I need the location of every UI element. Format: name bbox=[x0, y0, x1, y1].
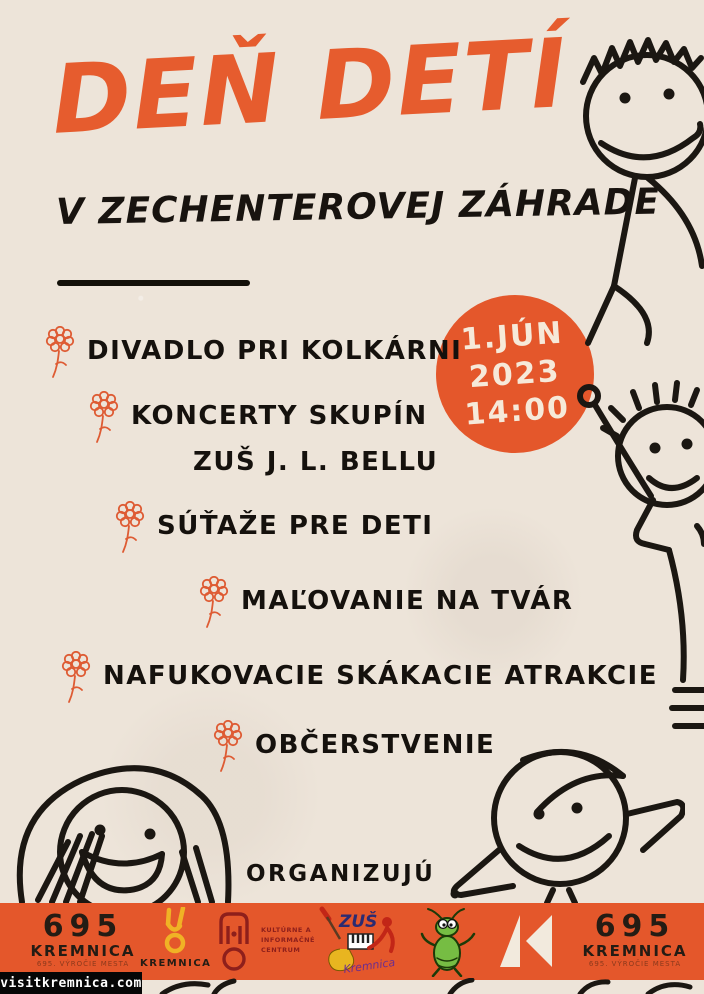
kremnica-695-subtitle: 695. VÝROČIE MESTA bbox=[36, 960, 130, 968]
kremnica-695-subtitle: 695. VÝROČIE MESTA bbox=[588, 960, 682, 968]
mio-text-line3: CENTRUM bbox=[261, 945, 301, 954]
svg-text:ZUŠ: ZUŠ bbox=[339, 912, 378, 932]
event-item bbox=[42, 336, 462, 380]
page-subtitle: V ZECHENTEROVEJ ZÁHRADE bbox=[55, 181, 661, 234]
flower-icon bbox=[112, 501, 148, 555]
organizers-bar bbox=[0, 903, 704, 980]
svg-text:Kremnica: Kremnica bbox=[342, 955, 396, 976]
flower-icon bbox=[42, 326, 78, 380]
event-label: ZUŠ J. L. BELLU bbox=[193, 447, 439, 477]
event-item bbox=[196, 586, 573, 630]
event-label: OBČERSTVENIE bbox=[255, 730, 496, 760]
event-item bbox=[112, 511, 433, 555]
page-title: DEŇ DETÍ bbox=[49, 18, 571, 156]
kremnica-695-name: KREMNICA bbox=[582, 942, 688, 960]
kremnica-yellow-glyph-icon bbox=[153, 907, 199, 957]
grasshopper-mascot-icon bbox=[420, 907, 476, 977]
bottom-doodle-strokes bbox=[150, 978, 704, 994]
kremnica-yellow-logo bbox=[140, 907, 211, 969]
flower-icon bbox=[86, 391, 122, 445]
mio-logo bbox=[213, 910, 315, 972]
event-item bbox=[86, 401, 428, 445]
kremnica-695-logo-left bbox=[28, 909, 138, 968]
mio-text-line1: KULTÚRNE A bbox=[261, 926, 312, 935]
flower-icon bbox=[196, 576, 232, 630]
kremnica-695-number: 695 bbox=[594, 909, 676, 944]
flower-icon bbox=[58, 651, 94, 705]
kremnica-695-logo-right bbox=[580, 909, 690, 968]
mio-text-line2: INFORMAČNÉ bbox=[261, 936, 315, 945]
date-year: 2023 bbox=[468, 353, 562, 395]
website-label: visitkremnica.com bbox=[0, 972, 142, 994]
flower-icon bbox=[210, 720, 246, 774]
zus-logo-icon bbox=[312, 905, 404, 979]
event-item bbox=[210, 730, 495, 774]
organizers-heading: ORGANIZUJÚ bbox=[246, 861, 436, 887]
girl-doodle-left bbox=[0, 752, 240, 903]
event-label: MAĽOVANIE NA TVÁR bbox=[241, 586, 574, 616]
zus-logo bbox=[312, 905, 404, 979]
kremnica-695-number: 695 bbox=[42, 909, 124, 944]
date-day: 1.JÚN bbox=[459, 315, 565, 358]
kremnica-yellow-name: KREMNICA bbox=[140, 958, 212, 969]
kremnica-695-name: KREMNICA bbox=[30, 942, 136, 960]
event-item bbox=[58, 661, 658, 705]
date-time: 14:00 bbox=[463, 390, 572, 433]
boy-doodle-top-right bbox=[495, 18, 704, 348]
divider-line bbox=[57, 280, 250, 286]
k-monogram-icon bbox=[497, 913, 555, 969]
mio-glyph-icon bbox=[213, 910, 255, 972]
event-label: KONCERTY SKUPÍN bbox=[131, 401, 428, 431]
event-label: NAFUKOVACIE SKÁKACIE ATRAKCIE bbox=[103, 661, 658, 691]
event-label: SÚŤAŽE PRE DETI bbox=[157, 511, 434, 541]
event-item bbox=[193, 447, 438, 477]
event-label: DIVADLO PRI KOLKÁRNI bbox=[87, 336, 463, 366]
